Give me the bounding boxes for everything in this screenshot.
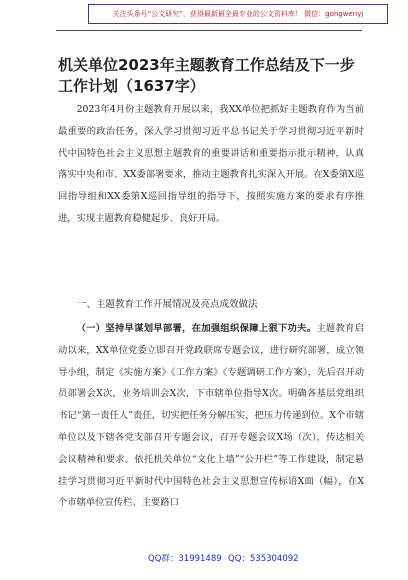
intro-paragraph: 2023年4月份主题教育开展以来，我XX单位把抓好主题教育作为当前最重要的政治任务，深入学习贯彻习近平总书记关于学习贯彻习近平新时代中国特色社会主义思想主题教育的重要讲话和重要指示批示精神，认真落实中央和市、XX委部署要求，推动主题教育扎实深入开展。在X委第X巡回指导组和XX委第X巡回指导组的指导下，按照实施方案的要求有序推进，实现主题教育稳健起步、良好开局。 [58, 104, 364, 224]
subsection-paragraph [58, 318, 364, 514]
header-banner: 关注头条号“公文研究”，获得最新最全最专业的公文资料库！ 微信：gongwenyj [88, 4, 388, 24]
footer-qq-contact: QQ：535304092 [228, 554, 299, 564]
header-divider [56, 30, 362, 31]
subsection-heading: （一）坚持早谋划早部署，在加强组织保障上狠下功夫。 [76, 323, 317, 334]
document-title: 机关单位2023年主题教育工作总结及下一步工作计划（1637字） [58, 56, 355, 95]
section-heading: 一、主题教育工作开展情况及亮点成效做法 [77, 299, 258, 310]
subsection-body: 主题教育启动以来，XX单位党委立即召开党政联席专题会议，进行研究部署，成立领导小组，制定《实施方案》《工作方案》《专题调研工作方案》，先后召开动员部署会X次，业务培训会X次，下市辖单位指导X次。明确各基层党组织书记“第一责任人”责任，切实把任务分解压实，把压力传递到位。X个市辖单位以及下辖各党支部召开专题会议，召开专题会议X场（次），传达相关会议精神和要求。依托机关单位“文化上墙”“公开栏”等工作建设，制定悬挂学习贯彻习近平新时代中国特色社会主义思想宣传标语X面（幅），在X个市辖单位宣传栏、主要路口 [58, 323, 364, 509]
footer-qq-group: QQ群：31991489 [148, 554, 222, 564]
footer [0, 550, 408, 570]
